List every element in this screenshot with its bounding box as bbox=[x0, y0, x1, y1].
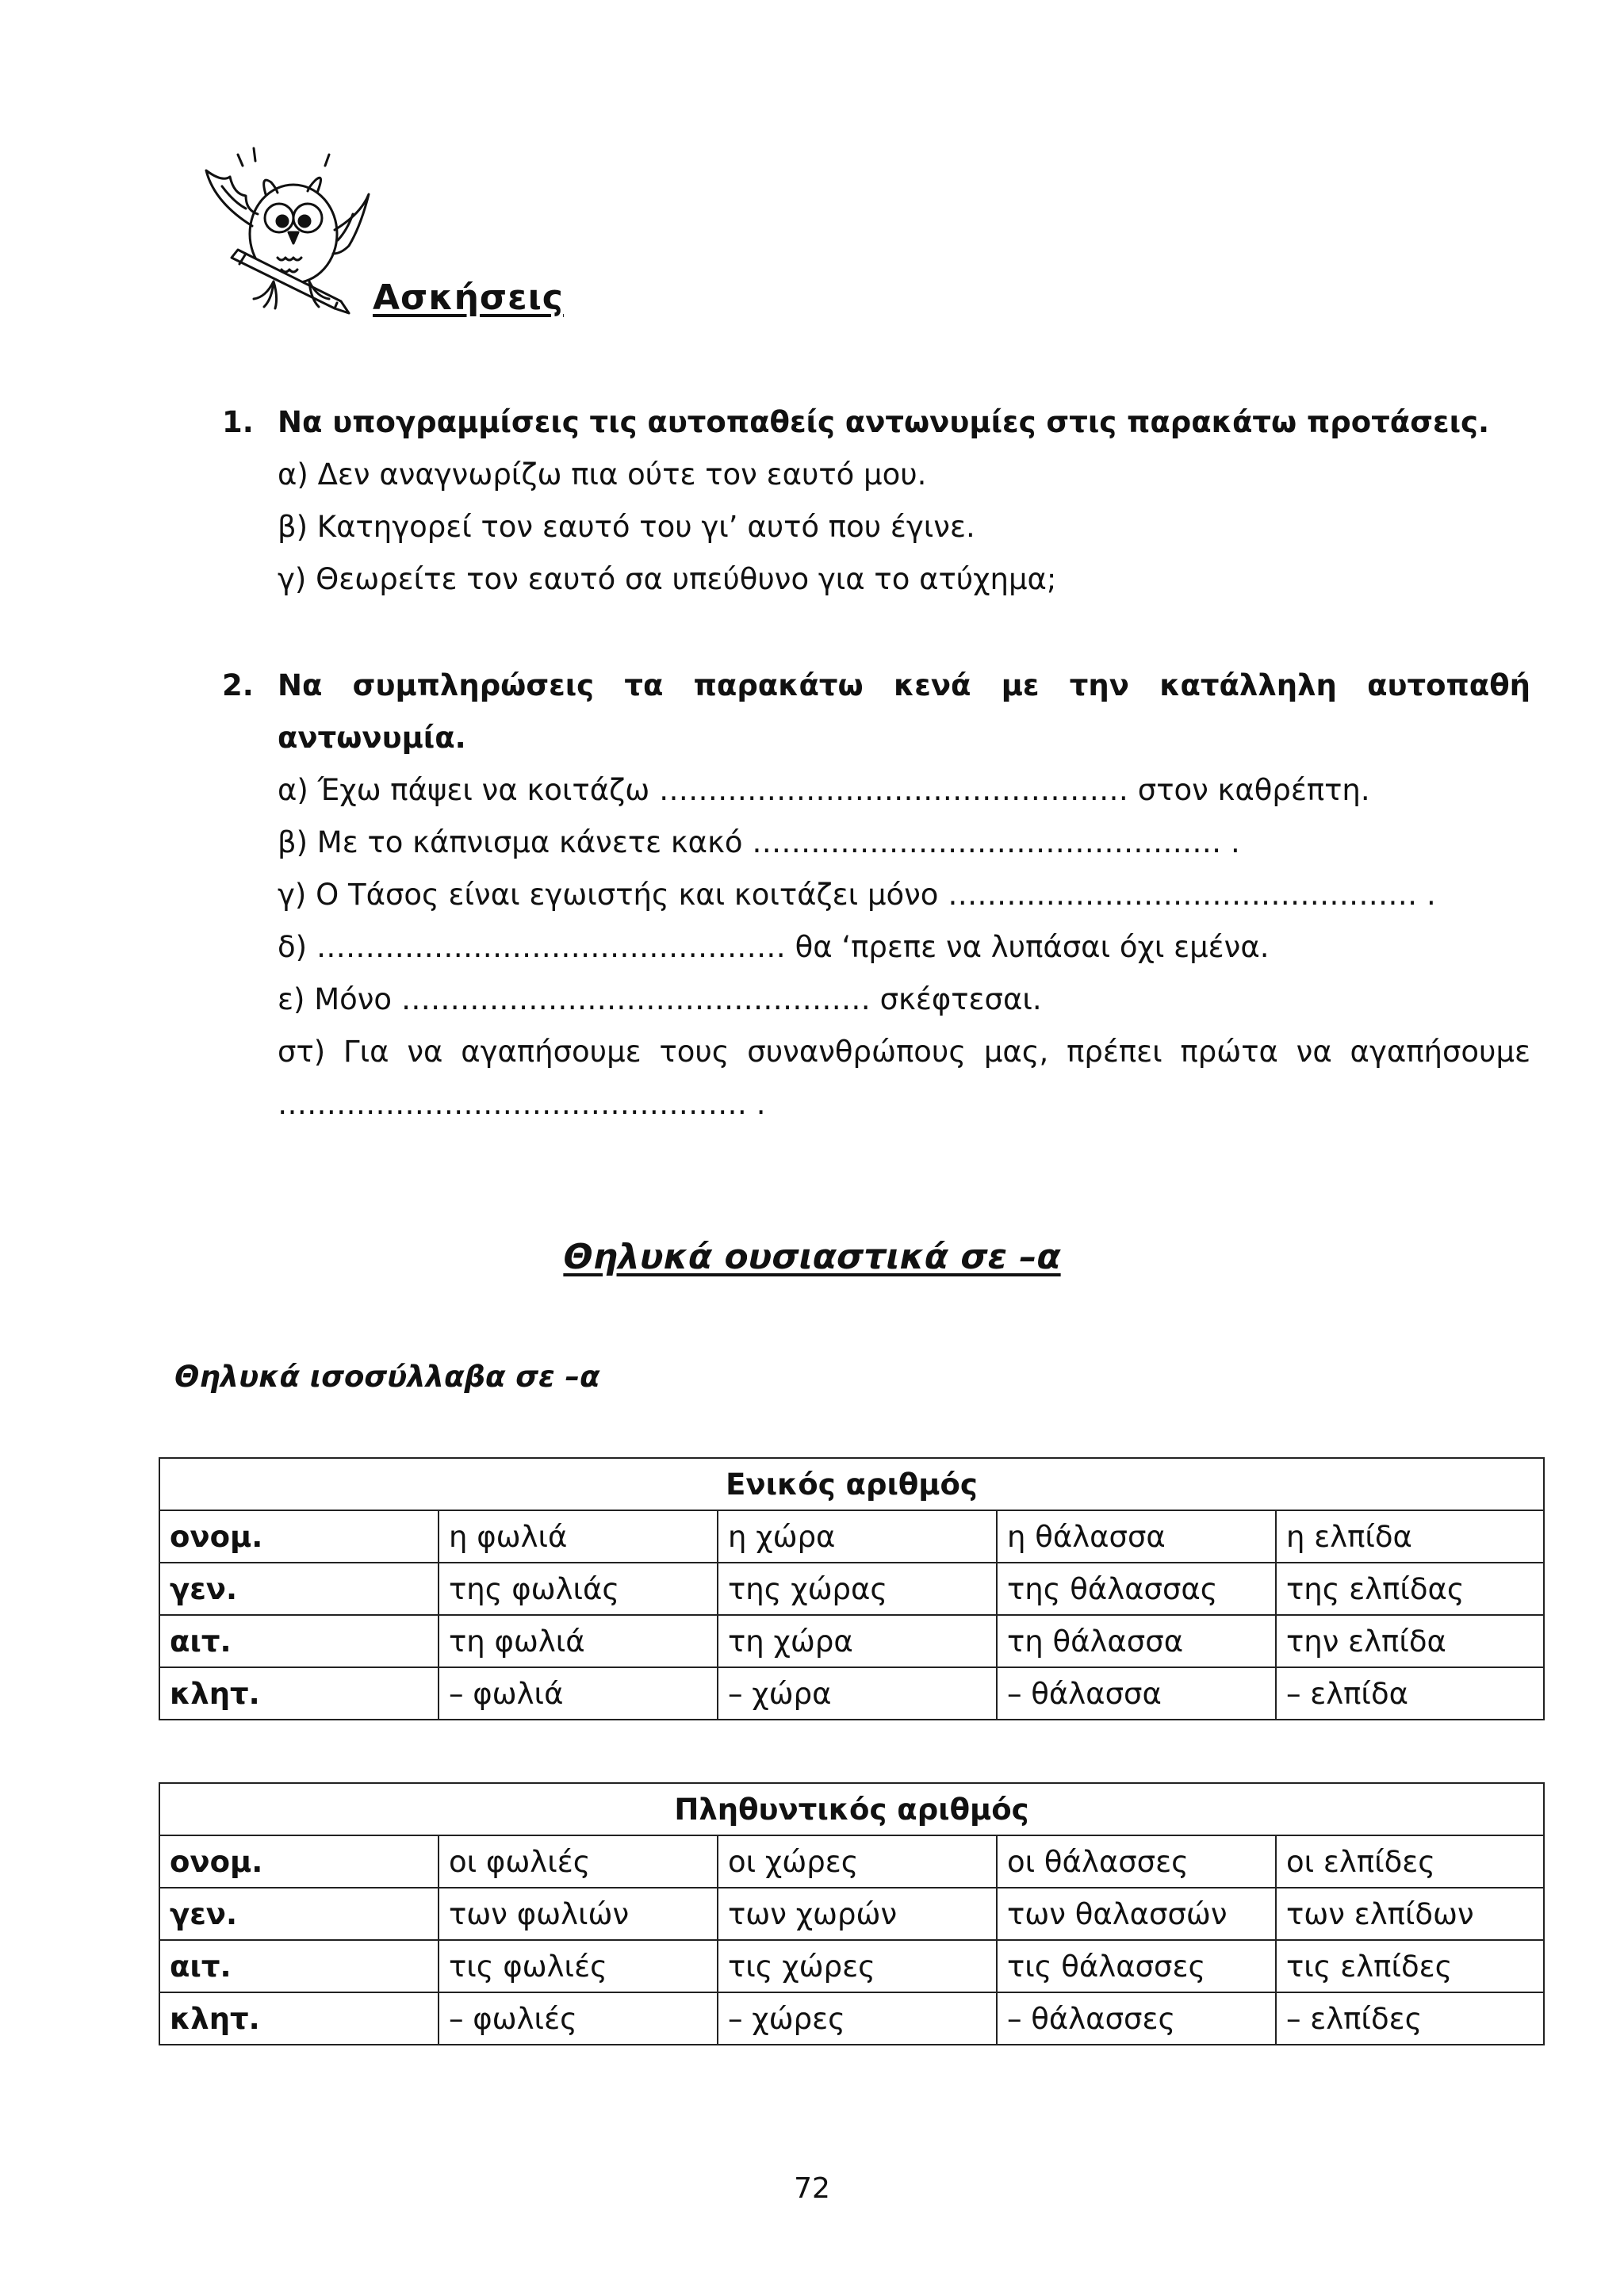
table-cell: τις θάλασσες bbox=[997, 1940, 1276, 1992]
plural-declension-table bbox=[159, 1782, 1545, 2045]
case-label: ονομ. bbox=[159, 1835, 439, 1888]
case-label: αιτ. bbox=[159, 1615, 439, 1667]
table-cell: τη θάλασσα bbox=[997, 1615, 1276, 1667]
table-cell: των θαλασσών bbox=[997, 1888, 1276, 1940]
table-cell: – θάλασσα bbox=[997, 1667, 1276, 1720]
table-row bbox=[159, 1615, 1544, 1667]
case-label: ονομ. bbox=[159, 1510, 439, 1563]
table-cell: – θάλασσες bbox=[997, 1992, 1276, 2045]
table-cell: οι χώρες bbox=[718, 1835, 997, 1888]
case-label: κλητ. bbox=[159, 1667, 439, 1720]
table-header-row bbox=[159, 1783, 1544, 1835]
table-cell: τη φωλιά bbox=[439, 1615, 718, 1667]
table-cell: – φωλιές bbox=[439, 1992, 718, 2045]
exercise-item: γ) Θεωρείτε τον εαυτό σα υπεύθυνο για το ατύχημα; bbox=[278, 562, 1057, 596]
exercise-2 bbox=[222, 660, 1530, 1131]
table-header: Πληθυντικός αριθμός bbox=[159, 1783, 1544, 1835]
page-number: 72 bbox=[794, 2172, 830, 2205]
exercise-item: α) Δεν αναγνωρίζω πια ούτε τον εαυτό μου. bbox=[278, 457, 927, 492]
table-cell: η θάλασσα bbox=[997, 1510, 1276, 1563]
table-cell: της ελπίδας bbox=[1276, 1563, 1544, 1615]
exercise-number: 2. bbox=[222, 668, 254, 702]
exercise-instruction: Να συμπληρώσεις τα παρακάτω κενά με την κατάλληλη αυτοπαθή αντωνυμία. bbox=[278, 668, 1530, 755]
table-header-row bbox=[159, 1458, 1544, 1510]
table-cell: οι θάλασσες bbox=[997, 1835, 1276, 1888]
table-cell: των χωρών bbox=[718, 1888, 997, 1940]
exercise-title bbox=[222, 396, 1530, 449]
table-cell: των ελπίδων bbox=[1276, 1888, 1544, 1940]
table-cell: της χώρας bbox=[718, 1563, 997, 1615]
case-label: αιτ. bbox=[159, 1940, 439, 1992]
exercise-item: β) Με το κάπνισμα κάνετε κακό ………………………………………… . bbox=[278, 825, 1240, 859]
table-row bbox=[159, 1667, 1544, 1720]
exercise-instruction: Να υπογραμμίσεις τις αυτοπαθείς αντωνυμίες στις παρακάτω προτάσεις. bbox=[278, 405, 1490, 439]
table-cell: των φωλιών bbox=[439, 1888, 718, 1940]
table-cell: της φωλιάς bbox=[439, 1563, 718, 1615]
table-row bbox=[159, 1563, 1544, 1615]
case-label: γεν. bbox=[159, 1563, 439, 1615]
table-cell: – ελπίδες bbox=[1276, 1992, 1544, 2045]
table-header: Ενικός αριθμός bbox=[159, 1458, 1544, 1510]
table-cell: τις φωλιές bbox=[439, 1940, 718, 1992]
exercise-1 bbox=[222, 396, 1530, 606]
table-cell: η χώρα bbox=[718, 1510, 997, 1563]
table-cell: – ελπίδα bbox=[1276, 1667, 1544, 1720]
owl-with-pencil-icon bbox=[190, 139, 381, 329]
exercise-item: στ) Για να αγαπήσουμε τους συνανθρώπους μας, πρέπει πρώτα να αγαπήσουμε ………………………………………… . bbox=[278, 1035, 1530, 1121]
case-label: γεν. bbox=[159, 1888, 439, 1940]
table-row bbox=[159, 1835, 1544, 1888]
exercise-item: δ) ………………………………………… θα ‘πρεπε να λυπάσαι όχι εμένα. bbox=[278, 930, 1270, 964]
singular-declension-table bbox=[159, 1457, 1545, 1720]
exercise-item: ε) Μόνο ………………………………………… σκέφτεσαι. bbox=[278, 982, 1042, 1016]
table-cell: της θάλασσας bbox=[997, 1563, 1276, 1615]
section-title: Θηλυκά ουσιαστικά σε –α bbox=[563, 1237, 1061, 1277]
case-label: κλητ. bbox=[159, 1992, 439, 2045]
table-cell: οι ελπίδες bbox=[1276, 1835, 1544, 1888]
table-cell: η φωλιά bbox=[439, 1510, 718, 1563]
table-cell: οι φωλιές bbox=[439, 1835, 718, 1888]
table-row bbox=[159, 1940, 1544, 1992]
table-row bbox=[159, 1888, 1544, 1940]
table-cell: η ελπίδα bbox=[1276, 1510, 1544, 1563]
exercises-heading: Ασκήσεις bbox=[373, 277, 564, 318]
subsection-title: Θηλυκά ισοσύλλαβα σε –α bbox=[174, 1360, 600, 1394]
exercise-number: 1. bbox=[222, 405, 254, 439]
table-cell: – χώρα bbox=[718, 1667, 997, 1720]
table-cell: τις χώρες bbox=[718, 1940, 997, 1992]
table-cell: – χώρες bbox=[718, 1992, 997, 2045]
table-cell: – φωλιά bbox=[439, 1667, 718, 1720]
exercise-item: α) Έχω πάψει να κοιτάζω ………………………………………… στον καθρέπτη. bbox=[278, 773, 1370, 807]
exercise-item: γ) Ο Τάσος είναι εγωιστής και κοιτάζει μόνο ………………………………………… . bbox=[278, 878, 1436, 912]
table-row bbox=[159, 1992, 1544, 2045]
table-cell: τη χώρα bbox=[718, 1615, 997, 1667]
table-cell: την ελπίδα bbox=[1276, 1615, 1544, 1667]
exercise-item: β) Κατηγορεί τον εαυτό του γι’ αυτό που έγινε. bbox=[278, 510, 975, 544]
exercise-title bbox=[222, 660, 1530, 764]
table-row bbox=[159, 1510, 1544, 1563]
table-cell: τις ελπίδες bbox=[1276, 1940, 1544, 1992]
